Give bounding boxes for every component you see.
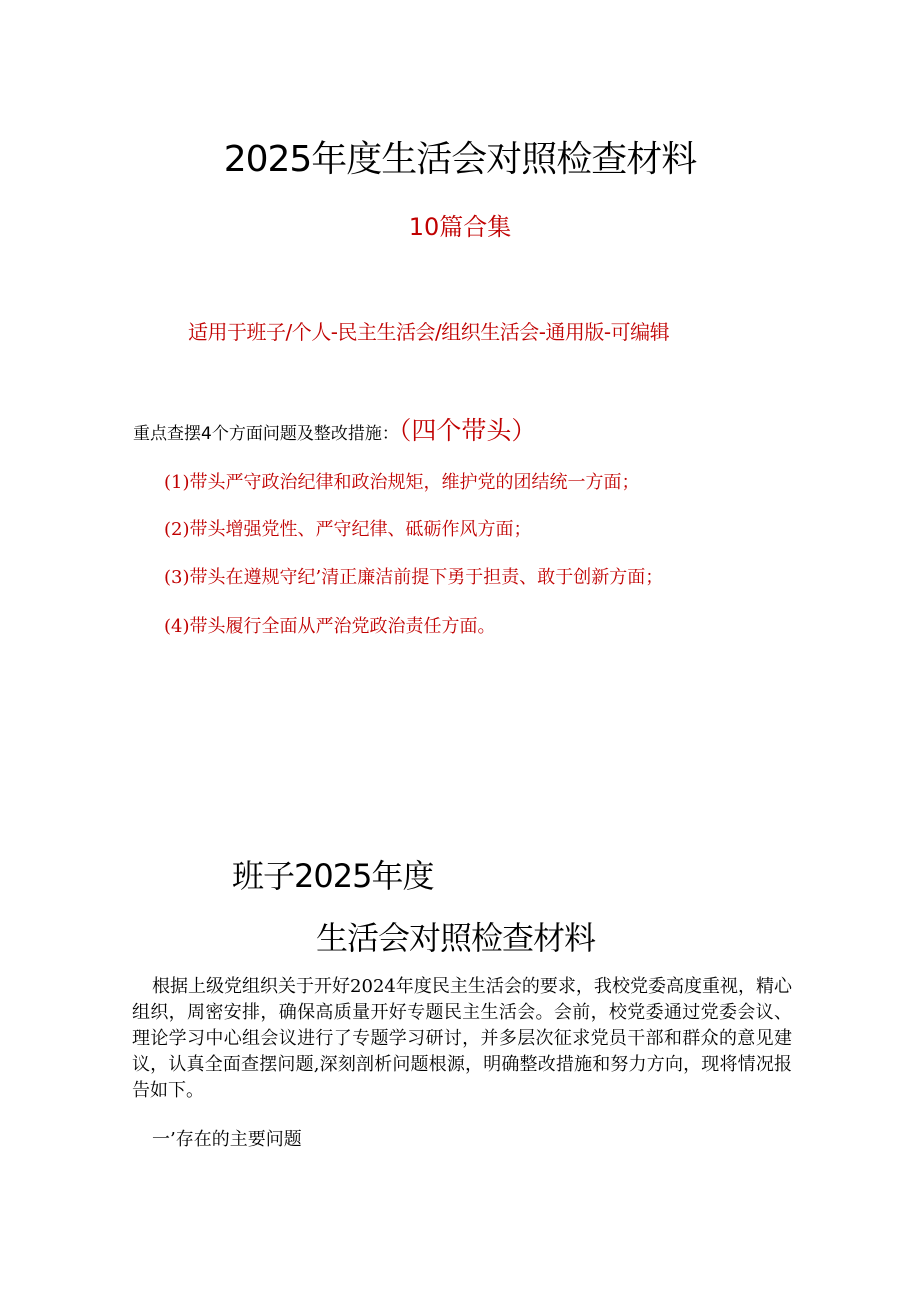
usage-note: 适用于班子/个人-民主生活会/组织生活会-通用版-可编辑 bbox=[188, 320, 670, 344]
focus-item-1: (1)带头严守政治纪律和政治规矩，维护党的团结统一方面； bbox=[164, 472, 640, 493]
section-heading-1: 一’存在的主要问题 bbox=[152, 1129, 302, 1150]
section-title-line2: 生活会对照检查材料 bbox=[316, 919, 596, 957]
focus-item-4: (4)带头履行全面从严治党政治责任方面。 bbox=[164, 616, 496, 637]
focus-item-2: (2)带头增强党性、严守纪律、砥砺作风方面； bbox=[164, 519, 532, 540]
focus-label: 重点查摆4个方面问题及整改措施： bbox=[133, 424, 399, 444]
intro-paragraph: 根据上级党组织关于开好2024年度民主生活会的要求，我校党委高度重视，精心组织，周密安排，确保高质量开好专题民主生活会。会前，校党委通过党委会议、理论学习中心组会议进行了专题学习研讨，并多层次征求党员干部和群众的意见建议，认真全面查摆问题,深刻剖析问题根源，明确整改措施和努力方向，现将情况报告如下。 bbox=[132, 976, 792, 1101]
document-subtitle: 10篇合集 bbox=[408, 213, 512, 241]
focus-line bbox=[133, 416, 536, 449]
focus-item-3: (3)带头在遵规守纪’清正廉洁前提下勇于担责、敢于创新方面； bbox=[164, 567, 664, 588]
focus-highlight: （四个带头） bbox=[398, 416, 537, 445]
document-title: 2025年度生活会对照检查材料 bbox=[223, 139, 697, 180]
section-title-line1: 班子2025年度 bbox=[232, 857, 434, 895]
